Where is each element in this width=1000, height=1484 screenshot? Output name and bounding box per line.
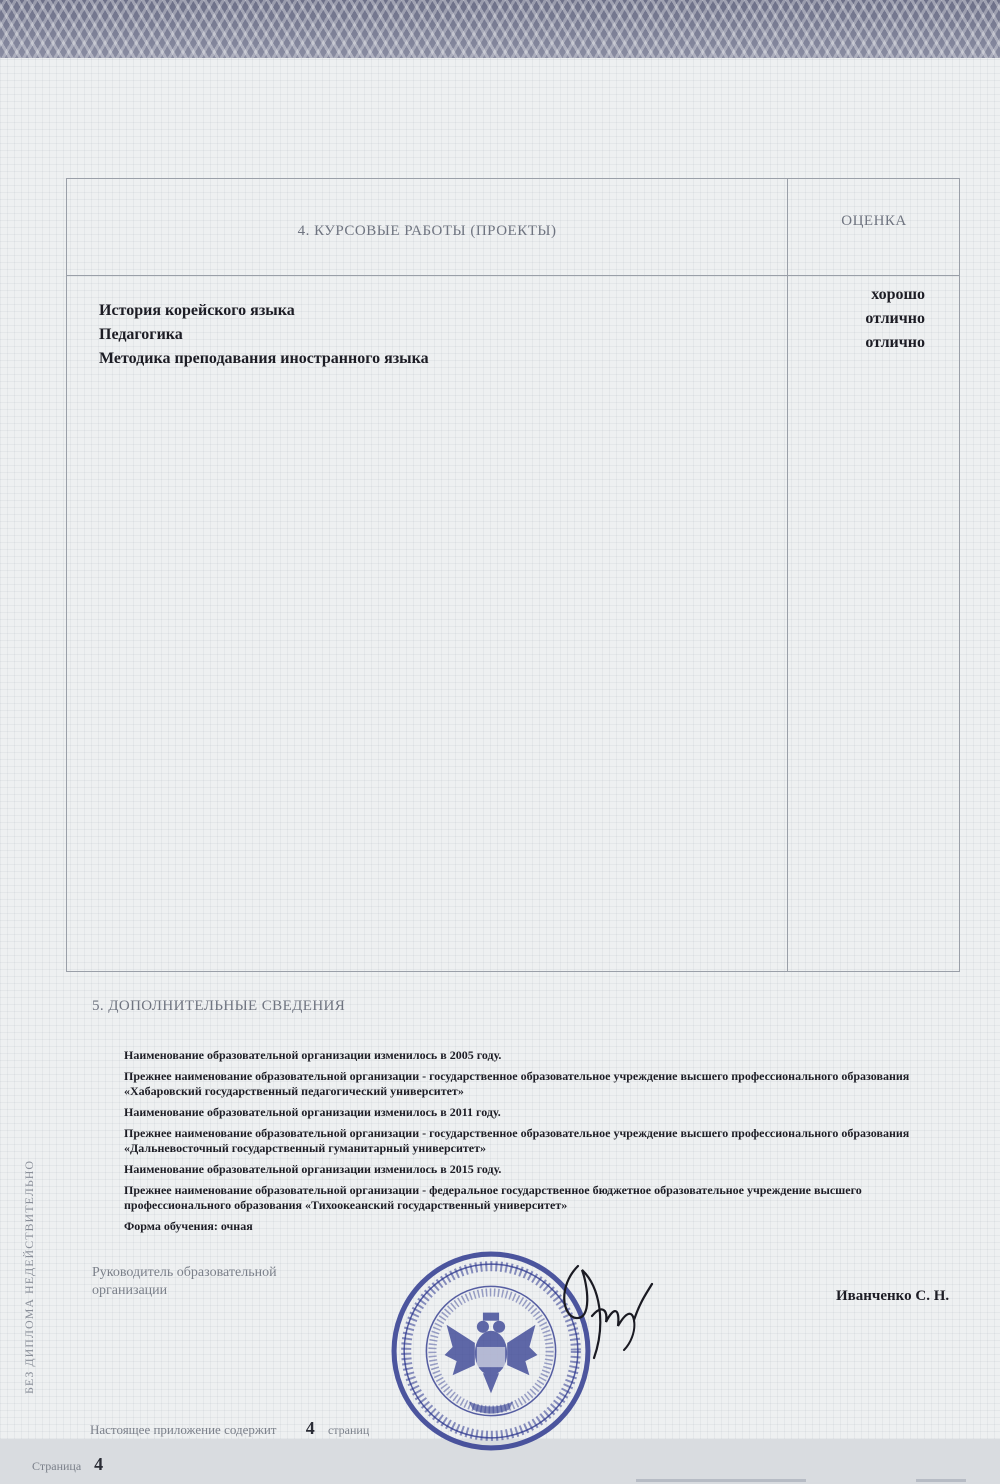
- page-number: [32, 1454, 103, 1475]
- additional-info-block: [124, 1048, 914, 1240]
- additional-info-title: 5. ДОПОЛНИТЕЛЬНЫЕ СВЕДЕНИЯ: [92, 998, 346, 1014]
- page-number-label: Страница: [32, 1459, 82, 1473]
- info-line: Прежнее наименование образовательной организации - государственное образовательное учреждение высшего профессионального образования «Хабаровский государственный педагогический университет»: [124, 1069, 910, 1098]
- course-name: Методика преподавания иностранного языка: [99, 350, 429, 367]
- page-count-prefix: Настоящее приложение содержит: [90, 1422, 277, 1437]
- coursework-section-title: 4. КУРСОВЫЕ РАБОТЫ (ПРОЕКТЫ): [297, 223, 557, 239]
- course-name: Педагогика: [99, 326, 183, 343]
- page-count-value: 4: [305, 1418, 315, 1438]
- course-list: [99, 299, 429, 371]
- page-count-suffix: страниц: [327, 1423, 370, 1437]
- course-grade: отлично: [865, 334, 925, 351]
- info-line: Наименование образовательной организации изменилось в 2011 году.: [124, 1105, 501, 1119]
- grade-list: [865, 283, 925, 355]
- info-line: Прежнее наименование образовательной организации - государственное образовательное учреждение высшего профессионального образования «Дальневосточный государственный гуманитарный университет»: [124, 1126, 910, 1155]
- diploma-supplement-page: [0, 58, 1000, 1474]
- signatory-name: Иванченко С. Н.: [836, 1288, 950, 1304]
- validity-notice: БЕЗ ДИПЛОМА НЕДЕЙСТВИТЕЛЬНО: [22, 1159, 36, 1394]
- info-line: Наименование образовательной организации изменилось в 2005 году.: [124, 1048, 502, 1062]
- page-count-line: [90, 1418, 369, 1439]
- printer-order-number: [916, 1479, 966, 1482]
- column-divider: [787, 179, 788, 971]
- course-name: История корейского языка: [99, 302, 295, 319]
- course-grade: отлично: [865, 310, 925, 327]
- grade-column-header: ОЦЕНКА: [841, 213, 907, 229]
- printer-imprint: [636, 1476, 966, 1484]
- study-form-line: Форма обучения: очная: [124, 1219, 253, 1233]
- info-line: Наименование образовательной организации изменилось в 2015 году.: [124, 1162, 502, 1176]
- guilloche-border: [0, 0, 1000, 62]
- page-number-value: 4: [94, 1454, 104, 1474]
- printer-imprint-text: [636, 1479, 806, 1482]
- handwritten-signature-icon: [548, 1246, 658, 1366]
- coursework-table: [66, 178, 960, 972]
- signatory-label: Руководитель образовательной организации: [92, 1265, 277, 1298]
- header-divider: [67, 275, 959, 276]
- course-grade: хорошо: [871, 286, 925, 303]
- info-line: Прежнее наименование образовательной организации - федеральное государственное бюджетное образовательное учреждение высшего профессионального образования «Тихоокеанский государственный университет»: [124, 1183, 862, 1212]
